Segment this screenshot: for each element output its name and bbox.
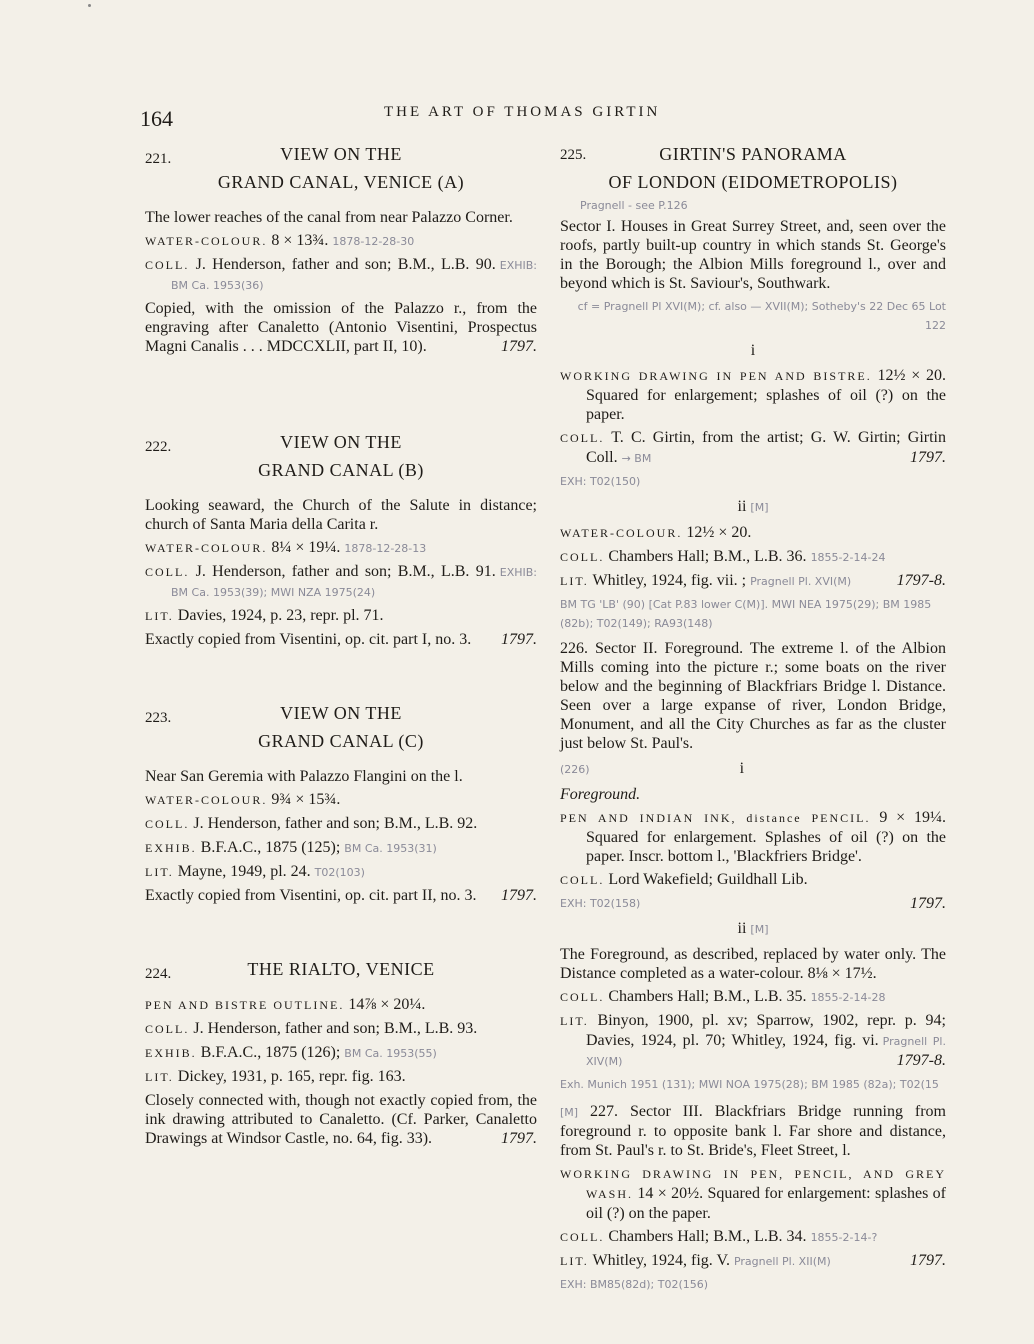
title-line: VIEW ON THE [280,703,402,723]
collection-line [560,987,946,1007]
entry-title [145,140,537,196]
pencil-annotation: cf = Pragnell Pl XVI(M); cf. also — XVII(M); Sotheby's 22 Dec 65 Lot 122 [577,300,946,332]
field-label: WATER-COLOUR. [145,793,268,807]
pencil-annotation: Pragnell Pl. XII(M) [733,1255,831,1268]
title-line: VIEW ON THE [280,144,402,164]
entry-number: 222. [145,439,172,455]
date: 1797. [501,887,537,904]
pencil-annotation: EXH: T02(150) [560,475,641,488]
title-line: GRAND CANAL (B) [258,460,424,480]
item-numeral-row [560,759,946,779]
date: 1797. [501,631,537,648]
pencil-annotation: Pragnell Pl. XIV(M) [586,1035,946,1068]
sector-description: 226. Sector II. Foreground. The extreme l. of the Albion Mills coming into the picture r.; some boats on the river below and the beginning of Blackfriars Bridge l. Distance. Seen over a large expanse of river, London Bridge, Monument, and all the City Churches as far as the cluster just below St. Paul's. [560,640,946,752]
date: 1797-8. [896,1052,946,1069]
field-value: J. Henderson, father and son; B.M., L.B. 90. [195,256,496,273]
pencil-annotation: → BM [621,452,652,465]
field-value: B.F.A.C., 1875 (126); [200,1044,341,1061]
entry-title [560,140,946,196]
sector-description [560,1102,946,1160]
field-label: COLL. [145,258,190,272]
field-value: 14 × 20½. Squared for enlargement: splashes of oil (?) on the paper. [586,1185,946,1222]
entry-number: 223. [145,710,172,726]
description: The lower reaches of the canal from near Palazzo Corner. [145,209,513,226]
field-label: WATER-COLOUR. [560,526,683,540]
description: Near San Geremia with Palazzo Flangini on the l. [145,768,463,785]
literature-line [560,1011,946,1071]
entry-title [145,428,537,484]
field-label: COLL. [145,817,190,831]
pencil-annotation: EXH: BM85(82d); T02(156) [560,1278,709,1291]
pencil-annotation: [M] [750,923,769,936]
literature-line [145,862,537,882]
copied-note [145,299,537,356]
field-value: 12½ × 20. [686,524,752,541]
literature-line [145,1067,537,1087]
field-label: PEN AND BISTRE OUTLINE. [145,998,345,1012]
pencil-annotation: T02(103) [314,866,365,879]
collection-line [145,814,537,834]
pencil-annotation: (226) [560,763,590,776]
copied-text: Exactly copied from Visentini, op. cit. part II, no. 3. [145,887,477,904]
sector-text: 227. Sector III. Blackfriars Bridge running from foreground r. to opposite bank l. Far shore and distance, from St. Paul's r. to St. Bride's, Fleet Street, l. [560,1103,946,1159]
medium-line [145,790,537,810]
date: 1797. [501,338,537,355]
field-label: COLL. [145,1022,190,1036]
collection-line [145,255,537,295]
variant-description: The Foreground, as described, replaced by water only. The Distance completed as a water-colour. 8⅛ × 17½. [560,946,946,982]
pencil-annotation: EXH: T02(158) [560,897,641,910]
entry-223 [145,699,537,905]
item-numeral: i [750,342,756,359]
pencil-annotation: BM Ca. 1953(31) [344,842,437,855]
field-value: T. C. Girtin, from the artist; G. W. Girtin; Girtin Coll. [586,429,946,466]
pencil-annotation: BM TG 'LB' (90) [Cat P.83 lower C(M)]. MWI NEA 1975(29); BM 1985 (82b); T02(149); RA93(148) [560,598,932,630]
medium-line [145,538,537,558]
exhibition-line [145,1043,537,1063]
date: 1797. [910,895,946,912]
medium-line [560,808,946,866]
exhibition-line [145,838,537,858]
pencil-annotation: [M] [750,501,769,514]
pencil-annotation: EXHIB: BM Ca. 1953(39); MWI NZA 1975(24) [171,566,538,599]
numeral: ii [737,920,747,937]
page-number: 164 [140,106,173,131]
collection-line [560,547,946,567]
running-head: THE ART OF THOMAS GIRTIN [384,104,661,120]
right-column [560,140,946,1344]
field-label: LIT. [560,1254,589,1268]
collection-line [560,870,946,890]
title-line: THE RIALTO, VENICE [247,959,435,979]
copied-text: Copied, with the omission of the Palazzo r., from the engraving after Canaletto (Antonio Visentini, Prospectus Magni Canalis . . . MDCCXLII, part II, 10). [145,300,537,355]
pencil-annotation: Pragnell Pl. XVI(M) [750,575,852,588]
literature-line [560,571,946,591]
field-label: COLL. [560,431,605,445]
sector-description: Sector I. Houses in Great Surrey Street, and, seen over the roofs, partly built-up country in which stands St. George's in the Borough; the Albion Mills foreground l., over and beyond which is St. Saviour's, Southwark. [560,218,946,292]
field-value: Whitley, 1924, fig. V. [592,1252,730,1269]
description: Looking seaward, the Church of the Salute in distance; church of Santa Maria della Carita r. [145,497,537,533]
field-value: Chambers Hall; B.M., L.B. 36. [608,548,807,565]
pencil-annotation: 1878-12-28-13 [344,542,427,555]
entry-225 [560,140,946,633]
medium-line [145,231,537,251]
field-label: COLL. [560,550,605,564]
field-label: EXHIB. [145,1046,197,1060]
field-value: 9¾ × 15¾. [271,791,341,808]
literature-line [560,1251,946,1271]
copied-text: Exactly copied from Visentini, op. cit. part I, no. 3. [145,631,472,648]
field-value: J. Henderson, father and son; B.M., L.B. 91. [195,563,496,580]
item-numeral [560,919,946,939]
field-value: 8 × 13¾. [271,232,329,249]
field-label: WORKING DRAWING IN PEN AND BISTRE. [560,369,872,383]
entry-224 [145,955,537,1148]
medium-line [145,995,537,1015]
title-line: OF LONDON (EIDOMETROPOLIS) [608,172,898,192]
field-value: J. Henderson, father and son; B.M., L.B. 92. [193,815,478,832]
entry-title [145,955,537,983]
field-value: Davies, 1924, p. 23, repr. pl. 71. [177,607,384,624]
field-value: 8¼ × 19¼. [271,539,341,556]
literature-line [145,606,537,626]
copied-note [145,1091,537,1148]
field-value: 12½ × 20. Squared for enlargement; splashes of oil (?) on the paper. [586,367,947,423]
title-line: GIRTIN'S PANORAMA [659,144,847,164]
pencil-annotation: 1878-12-28-30 [332,235,415,248]
field-value: 14⅞ × 20¼. [348,996,426,1013]
item-numeral [560,497,946,517]
entry-221 [145,140,537,356]
field-label: COLL. [560,873,605,887]
field-value: B.F.A.C., 1875 (125); [200,839,341,856]
field-label: WATER-COLOUR. [145,234,268,248]
field-label: COLL. [560,990,605,1004]
entry-227 [560,1102,946,1294]
field-label: LIT. [145,1070,174,1084]
field-label: EXHIB. [145,841,197,855]
collection-line [560,1227,946,1247]
field-value: Mayne, 1949, pl. 24. [177,863,311,880]
medium-line [560,523,946,543]
copied-note [145,630,537,649]
numeral: ii [737,498,747,515]
field-label: LIT. [560,1014,589,1028]
pencil-annotation: EXHIB: BM Ca. 1953(36) [171,259,538,292]
copied-text: Closely connected with, though not exactly copied from, the ink drawing attributed to Canaletto. (Cf. Parker, Canaletto Drawings at Windsor Castle, no. 64, fig. 33). [145,1092,537,1147]
entry-number: 224. [145,966,172,982]
date: 1797. [910,1252,946,1269]
entry-number: 221. [145,151,172,167]
pencil-annotation-row [560,894,946,913]
field-value: Dickey, 1931, p. 165, repr. fig. 163. [177,1068,406,1085]
pencil-annotation: [M] [560,1106,579,1119]
field-label: LIT. [145,609,174,623]
field-value: Chambers Hall; B.M., L.B. 34. [608,1228,807,1245]
pencil-annotation: 1855-2-14-24 [810,551,886,564]
pencil-annotation: Pragnell - see P.126 [580,199,688,212]
medium-line [560,366,946,424]
pencil-annotation: 1855-2-14-28 [810,991,886,1004]
pencil-annotation: 1855-2-14-? [810,1231,878,1244]
date: 1797-8. [896,572,946,589]
field-label: COLL. [145,565,190,579]
title-line: GRAND CANAL (C) [258,731,424,751]
field-value: Whitley, 1924, fig. vii. ; [592,572,747,589]
field-value: Binyon, 1900, pl. xv; Sparrow, 1902, repr. p. 94; Davies, 1924, pl. 70; Whitley, 1924, fig. vi. [586,1012,947,1049]
medium-line [560,1164,946,1223]
copied-note [145,886,537,905]
entry-226 [560,639,946,1094]
field-label: WORKING DRAWING IN PEN, PENCIL, AND GREY WASH. [560,1167,946,1201]
field-label: COLL. [560,1230,605,1244]
field-label: LIT. [145,865,174,879]
entry-222 [145,428,537,649]
date: 1797. [501,1130,537,1147]
pencil-annotation: BM Ca. 1953(55) [344,1047,437,1060]
field-value: J. Henderson, father and son; B.M., L.B. 93. [193,1020,478,1037]
collection-line [145,1019,537,1039]
entry-title [145,699,537,755]
field-label: WATER-COLOUR. [145,541,268,555]
field-label: LIT. [560,574,589,588]
field-value: Lord Wakefield; Guildhall Lib. [608,871,808,888]
left-column [145,140,537,1198]
entry-number: 225. [560,147,587,163]
field-value: Chambers Hall; B.M., L.B. 35. [608,988,807,1005]
field-value: 9 × 19¼. Squared for enlargement. Splashes of oil (?) on the paper. Inscr. bottom l., 'Blackfriers Bridge'. [586,809,946,865]
field-label: PEN AND INDIAN INK, distance PENCIL. [560,811,871,825]
date: 1797. [910,449,946,466]
subheading: Foreground. [560,786,641,803]
collection-line [560,428,946,468]
pencil-annotation: Exh. Munich 1951 (131); MWI NOA 1975(28); BM 1985 (82a); T02(15 [560,1078,939,1091]
title-line: GRAND CANAL, VENICE (A) [217,172,465,192]
title-line: VIEW ON THE [280,432,402,452]
numeral: i [739,760,745,777]
paper-speck [88,4,91,7]
collection-line [145,562,537,602]
